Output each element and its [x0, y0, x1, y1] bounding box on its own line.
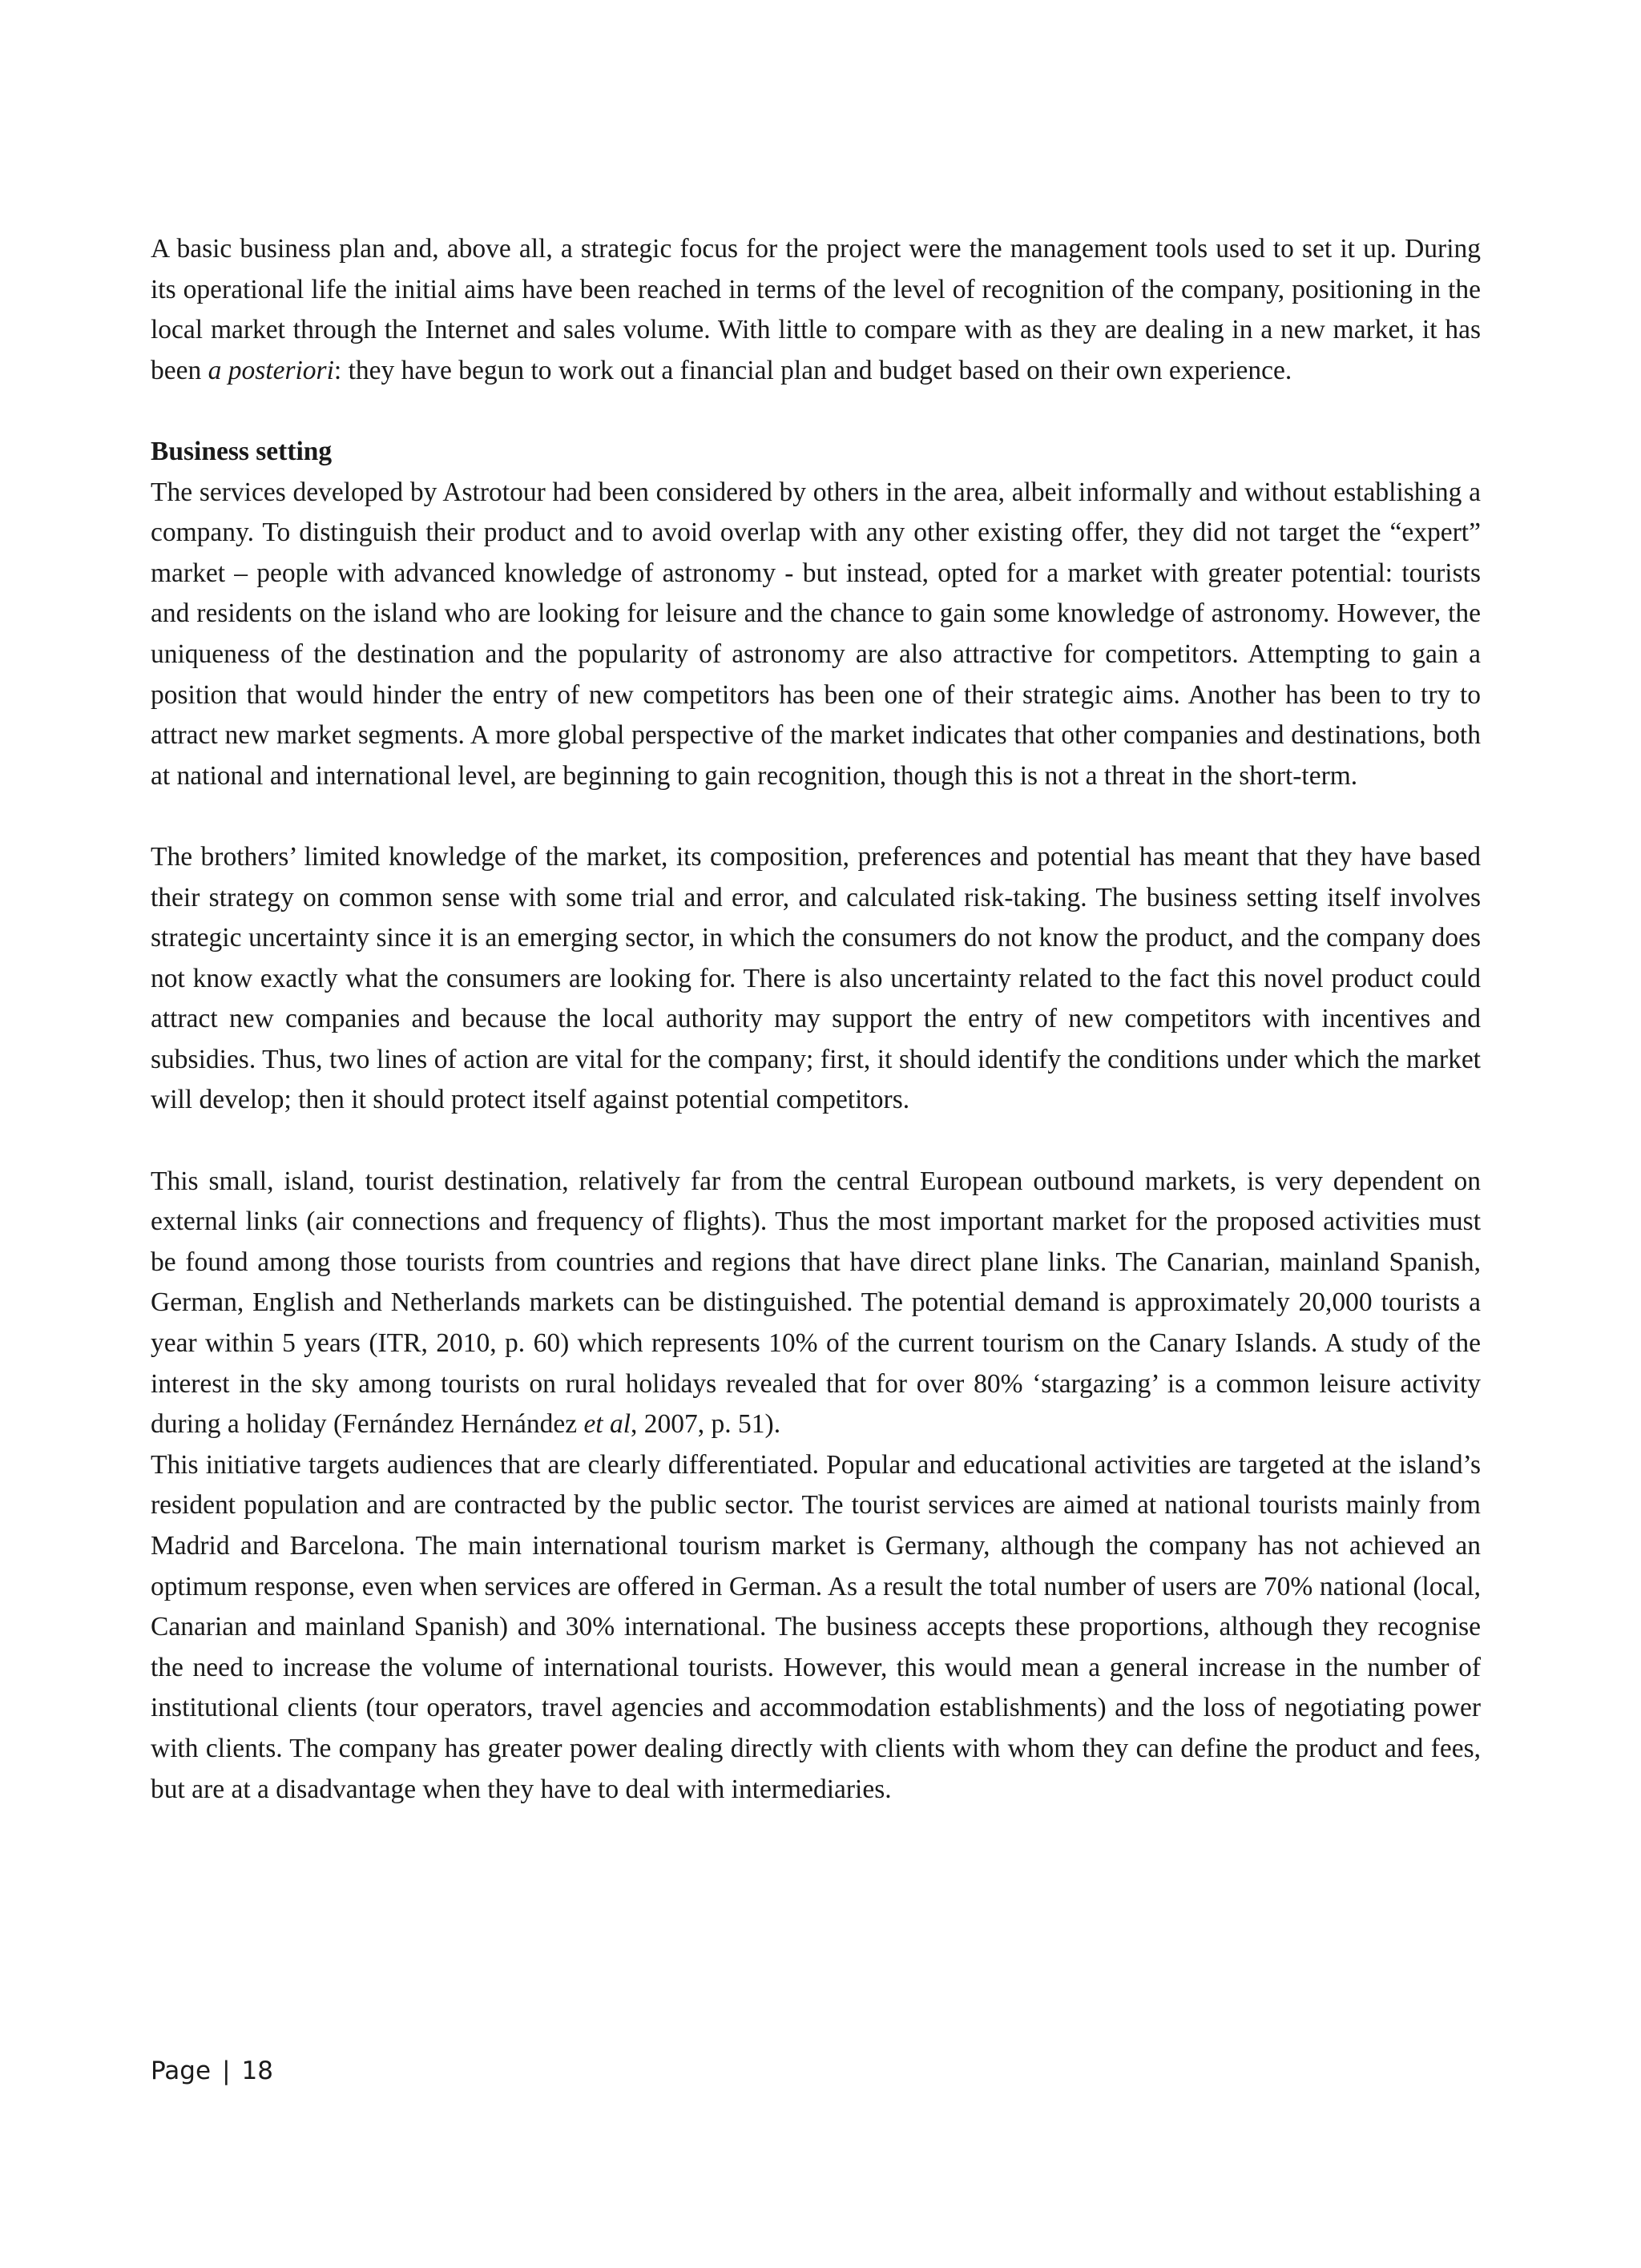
intro-text: A basic business plan and, above all, a strategic focus for the project were the management tools used to set it up. During its operational life the initial aims have been reached in terms of the level of recognition of the company, positioning in the local market through the Internet and sales volume. With little to compare with as they are dealing in a new market, it has been — [151, 234, 1481, 385]
intro-text-end: : they have begun to work out a financial plan and budget based on their own experience. — [333, 355, 1292, 385]
paragraph-3-text: This small, island, tourist destination, relatively far from the central European outbound markets, is very dependent on external links (air connections and frequency of flights). Thus the most important market for the proposed activities must be found among those tourists from countries and regions that have direct plane links. The Canarian, mainland Spanish, German, English and Netherlands markets can be distinguished. The potential demand is approximately 20,000 tourists a year within 5 years (ITR, 2010, p. 60) which represents 10% of the current tourism on the Canary Islands. A study of the interest in the sky among tourists on rural holidays revealed that for over 80% ‘stargazing’ is a common leisure activity during a holiday (Fernández Hernández — [151, 1166, 1481, 1440]
page-footer — [151, 2051, 273, 2091]
page-separator: | — [222, 2057, 231, 2085]
page-number: 18 — [241, 2057, 273, 2085]
citation-et-al: et al — [583, 1409, 631, 1440]
intro-paragraph — [151, 229, 1481, 391]
paragraph-business-setting-4: This initiative targets audiences that are clearly differentiated. Popular and educational activities are targeted at the island’s resident population and are contracted by the public sector. The tourist services are aimed at national tourists mainly from Madrid and Barcelona. The main international tourism market is Germany, although the company has not achieved an optimum response, even when services are offered in German. As a result the total number of users are 70% national (local, Canarian and mainland Spanish) and 30% international. The business accepts these proportions, although they recognise the need to increase the volume of international tourists. However, this would mean a general increase in the number of institutional clients (tour operators, travel agencies and accommodation establishments) and the loss of negotiating power with clients. The company has greater power dealing directly with clients with whom they can define the product and fees, but are at a disadvantage when they have to deal with intermediaries. — [151, 1449, 1481, 1804]
section-heading: Business setting — [151, 436, 333, 466]
paragraph-3-text-end: , 2007, p. 51). — [631, 1409, 781, 1440]
intro-italic-term: a posteriori — [208, 355, 334, 385]
paragraph-business-setting-1: The services developed by Astrotour had been considered by others in the area, albeit informally and without establishing a company. To distinguish their product and to avoid overlap with any other existing offer, they did not target the “expert” market – people with advanced knowledge of astronomy - but instead, opted for a market with greater potential: tourists and residents on the island who are looking for leisure and the chance to gain some knowledge of astronomy. However, the uniqueness of the destination and the popularity of astronomy are also attractive for competitors. Attempting to gain a position that would hinder the entry of new competitors has been one of their strategic aims. Another has been to try to attract new market segments. A more global perspective of the market indicates that other companies and destinations, both at national and international level, are beginning to gain recognition, though this is not a threat in the short-term. — [151, 477, 1481, 791]
page-label: Page — [151, 2057, 212, 2085]
paragraph-spacer — [151, 1121, 1481, 1162]
paragraph-business-setting-3 — [151, 1162, 1481, 1445]
page-body — [151, 229, 1481, 1810]
paragraph-spacer — [151, 796, 1481, 837]
paragraph-spacer — [151, 391, 1481, 432]
paragraph-business-setting-2: The brothers’ limited knowledge of the market, its composition, preferences and potential has meant that they have based their strategy on common sense with some trial and error, and calculated risk-taking. The business setting itself involves strategic uncertainty since it is an emerging sector, in which the consumers do not know the product, and the company does not know exactly what the consumers are looking for. There is also uncertainty related to the fact this novel product could attract new companies and because the local authority may support the entry of new competitors with incentives and subsidies. Thus, two lines of action are vital for the company; first, it should identify the conditions under which the market will develop; then it should protect itself against potential competitors. — [151, 841, 1481, 1115]
